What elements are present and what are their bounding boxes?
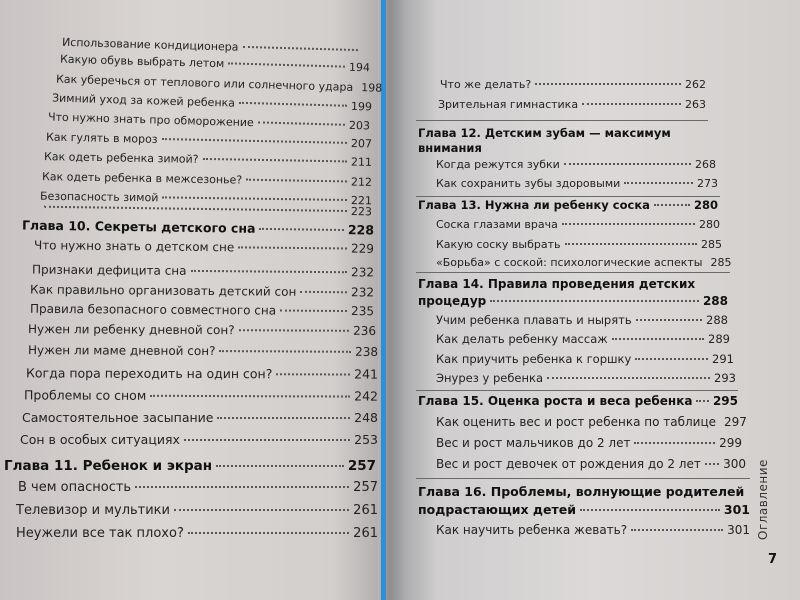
divider (416, 196, 720, 197)
toc-entry: Сон в особых ситуациях 253 (20, 432, 378, 447)
chapter-heading-cont: внимания (418, 141, 482, 155)
chapter-heading: Глава 11. Ребенок и экран 257 (4, 458, 376, 474)
toc-entry: Самостоятельное засыпание 248 (22, 410, 378, 425)
toc-entry: Как гулять в мороз 207 (45, 130, 373, 151)
chapter-heading: Глава 14. Правила проведения детских (418, 277, 696, 291)
running-head-vertical: Оглавление (756, 459, 770, 540)
toc-entry: Как научить ребенка жевать? 301 (436, 523, 750, 537)
divider (416, 478, 750, 479)
toc-entry: Энурез у ребенка 293 (436, 371, 736, 385)
toc-entry: Телевизор и мультики 261 (16, 503, 378, 518)
toc-entry: Зимний уход за кожей ребенка 199 (51, 91, 373, 114)
toc-entry: Когда режутся зубки 268 (436, 158, 716, 171)
chapter-heading: Глава 12. Детским зубам — максимум (418, 126, 671, 140)
toc-entry: Как одеть ребенка в межсезонье? 212 (41, 170, 373, 189)
chapter-heading: Глава 15. Оценка роста и веса ребенка 295 (418, 394, 738, 408)
toc-entry: Вес и рост девочек от рождения до 2 лет 300 (436, 457, 746, 471)
toc-entry: Как уберечься от теплового или солнечного удара 198 (55, 72, 383, 95)
toc-entry: Безопасность зимой 221 (39, 189, 373, 208)
page-number: 7 (768, 552, 778, 567)
toc-entry: Правила безопасного совместного сна 235 (29, 301, 375, 319)
toc-entry: Нужен ли маме дневной сон? 238 (27, 343, 379, 359)
divider (416, 120, 708, 121)
chapter-heading: Глава 13. Нужна ли ребенку соска 280 (418, 198, 718, 212)
toc-entry: Как делать ребенку массаж 289 (436, 332, 730, 346)
toc-entry: Как одеть ребенка зимой? 211 (43, 150, 373, 169)
toc-entry: Нужен ли ребенку дневной сон? 236 (27, 322, 377, 338)
toc-entry: Как приучить ребенка к горшку 291 (436, 352, 734, 366)
chapter-heading-cont: подрастающих детей 301 (418, 502, 750, 517)
toc-entry: Вес и рост мальчиков до 2 лет 299 (436, 436, 742, 450)
divider (416, 272, 730, 273)
toc-entry: Как сохранить зубы здоровыми 273 (436, 177, 718, 190)
toc-entry: Какую обувь выбрать летом 194 (59, 52, 371, 75)
toc-entry: Как правильно организовать детский сон 232 (29, 282, 375, 300)
divider (416, 390, 738, 391)
toc-entry: Проблемы со сном 242 (23, 387, 379, 404)
toc-entry: Неужели все так плохо? 261 (16, 526, 378, 541)
chapter-heading: Глава 16. Проблемы, волнующие родителей (418, 484, 745, 499)
toc-entry: Использование кондиционера (62, 36, 362, 57)
toc-entry: Как оценить вес и рост ребенка по таблице 297 (436, 415, 747, 429)
toc-entry: Какую соску выбрать 285 (436, 238, 722, 251)
toc-entry: Что нужно знать про обморожение 203 (47, 110, 371, 133)
toc-entry: Что же делать? 262 (440, 78, 706, 91)
chapter-heading: Глава 10. Секреты детского сна 228 (21, 217, 375, 238)
toc-entry: Что нужно знать о детском сне 229 (33, 238, 375, 256)
toc-entry: В чем опасность 257 (18, 480, 378, 495)
toc-entry: Учим ребенка плавать и нырять 288 (436, 313, 728, 327)
chapter-heading-cont: процедур 288 (418, 294, 728, 308)
toc-entry: «Борьба» с соской: психологические аспекты 285 (436, 256, 732, 269)
toc-entry: Когда пора переходить на один сон? 241 (25, 365, 379, 382)
toc-entry: Соска глазами врача 280 (436, 218, 720, 231)
toc-entry: Зрительная гимнастика 263 (438, 98, 706, 111)
toc-entry: Признаки дефицита сна 232 (31, 262, 375, 280)
toc-entry: 223 (40, 201, 372, 219)
